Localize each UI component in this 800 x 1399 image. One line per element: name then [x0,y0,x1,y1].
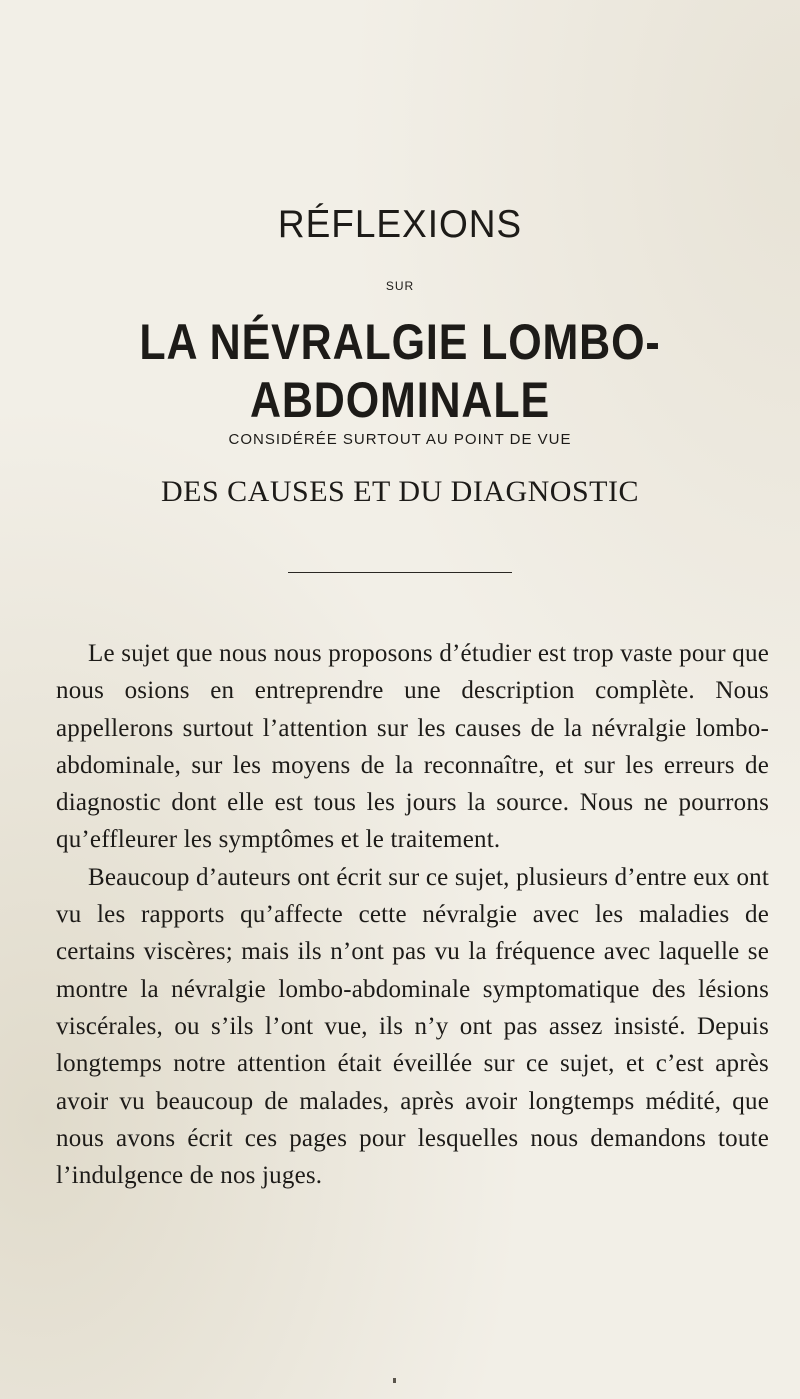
subtitle-considered: CONSIDÉRÉE SURTOUT AU POINT DE VUE [228,431,572,448]
main-title: LA NÉVRALGIE LOMBO-ABDOMINALE [139,314,661,428]
paragraph-1: Le sujet que nous nous proposons d’étudier est trop vaste pour que nous osions en entreprendre une description complète. Nous appellerons surtout l’attention sur les causes de la névralgie lombo-abdominale, sur les moyens de la reconnaître, et sur les erreurs de diagnostic dont elle est tous les jours la source. Nous ne pourrons qu’effleurer les symptômes et le traitement. [56,640,769,854]
subtitle-causes: DES CAUSES ET DU DIAGNOSTIC [161,475,639,508]
separator-rule [288,572,512,573]
paragraph-2: Beaucoup d’auteurs ont écrit sur ce sujet, plusieurs d’entre eux ont vu les rapports qu’affecte cette névralgie avec les maladies de certains viscères; mais ils n’ont pas vu la fréquence avec laquelle se montre la névralgie lombo-abdominale symptomatique des lésions viscérales, ou s’ils l’ont vue, ils n’y ont pas assez insisté. Depuis longtemps notre attention était éveillée sur ce sujet, et c’est après avoir vu beaucoup de malades, après avoir longtemps médité, que nous avons écrit ces pages pour lesquelles nous demandons toute l’indulgence de nos juges. [56,863,769,1190]
page-mark [393,1378,396,1383]
title-sur: SUR [385,279,415,293]
body-text [56,635,769,1194]
title-reflexions: RÉFLEXIONS [277,203,523,246]
